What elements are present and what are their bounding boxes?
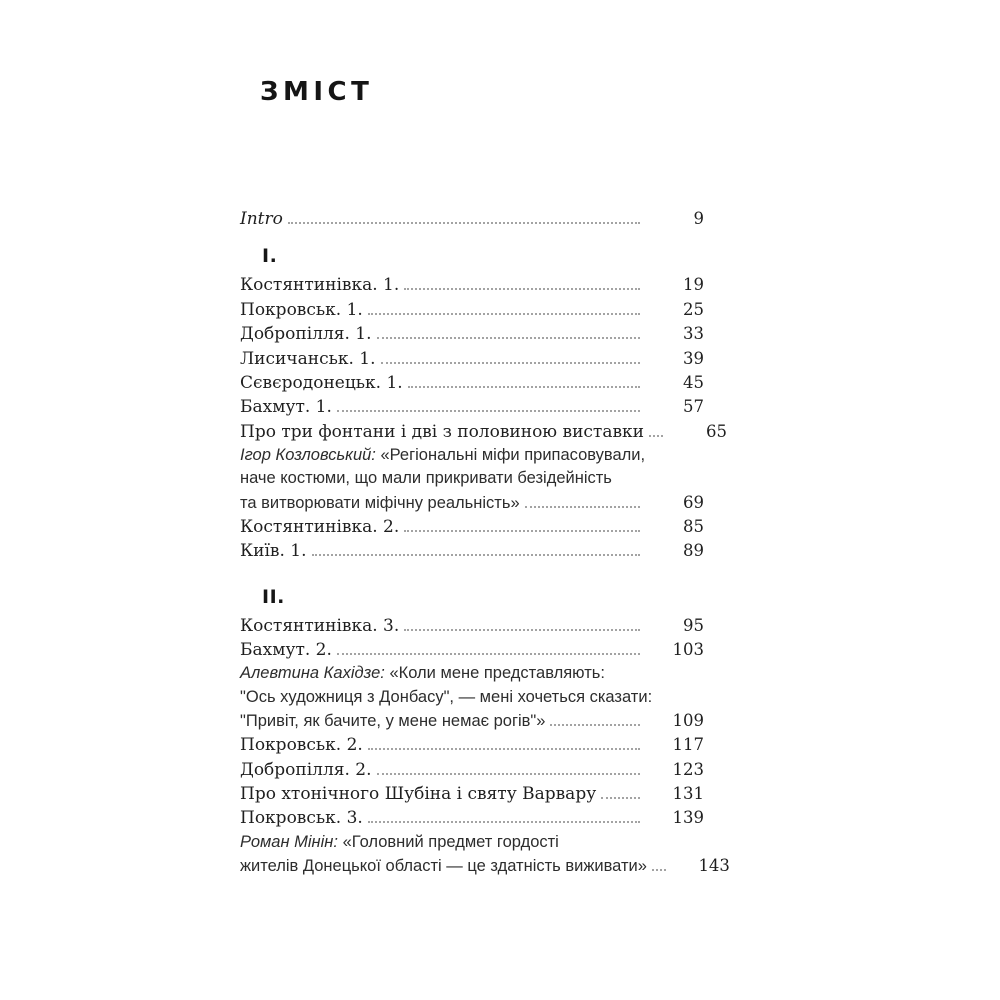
entry-text: Ігор Козловський: «Регіональні міфи припасовували,	[240, 446, 646, 465]
toc-entry-line	[240, 539, 704, 563]
author-name: Ігор Козловський:	[240, 446, 381, 465]
page-number: 19	[683, 275, 704, 295]
page-number: 89	[683, 541, 704, 561]
toc-section	[240, 584, 730, 878]
toc-entry-line	[240, 662, 704, 685]
author-name: Роман Мінін:	[240, 832, 343, 851]
toc-entry-line	[240, 395, 704, 419]
toc-section	[240, 243, 727, 563]
page-number: 123	[672, 759, 704, 779]
dotted-leader	[601, 797, 640, 799]
toc-entry-line	[240, 371, 704, 395]
dotted-leader	[312, 554, 640, 556]
toc-entry-line	[240, 782, 704, 806]
page-number: 25	[683, 299, 704, 319]
page-number: 33	[683, 324, 704, 344]
dotted-leader	[408, 386, 640, 388]
entry-text: Бахмут. 2.	[240, 640, 332, 661]
toc-entry-line	[240, 758, 704, 782]
toc-entry-line	[240, 298, 704, 322]
page-number: 139	[672, 808, 704, 828]
dotted-leader	[652, 869, 666, 871]
toc-entry-line	[240, 207, 704, 231]
section-heading: I.	[262, 245, 278, 268]
page-number: 65	[706, 421, 727, 441]
dotted-leader	[368, 821, 640, 823]
toc-entry-line	[240, 444, 704, 467]
page-number: 39	[683, 348, 704, 368]
dotted-leader	[337, 653, 640, 655]
entry-text: Добропілля. 1.	[240, 324, 372, 345]
entry-text: Покровськ. 1.	[240, 299, 363, 320]
page-number: 143	[698, 855, 730, 875]
entry-text: Бахмут. 1.	[240, 397, 332, 418]
entry-text: Костянтинівка. 3.	[240, 615, 400, 636]
entry-text: Алевтина Кахідзе: «Коли мене представляють:	[240, 664, 605, 683]
page-number: 103	[672, 640, 704, 660]
toc-list	[240, 207, 730, 878]
toc-entry-line	[240, 614, 704, 638]
toc-entry-line	[240, 273, 704, 297]
entry-text: Лисичанськ. 1.	[240, 348, 376, 369]
toc-entry-line	[240, 638, 704, 662]
dotted-leader	[550, 724, 640, 726]
toc-entry-line	[240, 831, 704, 854]
page-title: ЗМІСТ	[260, 77, 374, 107]
dotted-leader	[649, 435, 663, 437]
entry-text: "Ось художниця з Донбасу", — мені хочеться сказати:	[240, 687, 653, 706]
entry-text: Покровськ. 3.	[240, 808, 363, 829]
entry-text: жителів Донецької області — це здатність виживати»	[240, 856, 647, 875]
page-number: 9	[693, 209, 704, 228]
dotted-leader	[404, 530, 640, 532]
entry-text: Добропілля. 2.	[240, 759, 372, 780]
toc-entry-line	[240, 491, 704, 515]
entry-text: Київ. 1.	[240, 541, 307, 562]
toc-entry-line	[240, 347, 704, 371]
entry-text: Покровськ. 2.	[240, 735, 363, 756]
dotted-leader	[288, 222, 640, 224]
toc-entry-line	[240, 709, 704, 733]
page-number: 131	[672, 783, 704, 803]
page-number: 57	[683, 397, 704, 417]
toc-section	[240, 207, 704, 231]
toc-entry-line	[240, 733, 704, 757]
toc-entry-line	[240, 467, 704, 490]
dotted-leader	[404, 288, 640, 290]
entry-text: "Привіт, як бачите, у мене немає рогів"»	[240, 711, 546, 730]
dotted-leader	[377, 337, 640, 339]
toc-entry-line	[240, 322, 704, 346]
toc-entry-line	[240, 806, 704, 830]
page-number: 117	[672, 735, 704, 755]
toc-content	[240, 77, 730, 878]
toc-entry-line	[240, 420, 727, 444]
dotted-leader	[525, 506, 640, 508]
entry-text: Костянтинівка. 1.	[240, 275, 400, 296]
page-number: 109	[672, 710, 704, 730]
page-number: 45	[683, 373, 704, 393]
toc-entry-line	[240, 686, 704, 709]
section-heading: II.	[262, 585, 285, 608]
entry-text: та витворювати міфічну реальність»	[240, 493, 520, 512]
dotted-leader	[368, 748, 640, 750]
entry-text: Про три фонтани і дві з половиною виставки	[240, 421, 644, 442]
entry-text: Intro	[240, 209, 283, 229]
entry-text: Роман Мінін: «Головний предмет гордості	[240, 832, 559, 851]
dotted-leader	[368, 313, 640, 315]
entry-text: Сєвєродонецьк. 1.	[240, 373, 403, 394]
toc-entry-line	[240, 854, 730, 878]
entry-text: Костянтинівка. 2.	[240, 516, 400, 537]
page-number: 69	[683, 492, 704, 512]
dotted-leader	[377, 773, 640, 775]
dotted-leader	[381, 362, 640, 364]
toc-entry-line	[240, 515, 704, 539]
entry-text: наче костюми, що мали прикривати безідейність	[240, 469, 612, 488]
dotted-leader	[337, 410, 640, 412]
author-name: Алевтина Кахідзе:	[240, 664, 390, 683]
dotted-leader	[404, 629, 640, 631]
page-number: 95	[683, 615, 704, 635]
entry-text: Про хтонічного Шубіна і святу Варвару	[240, 783, 597, 804]
page-number: 85	[683, 516, 704, 536]
